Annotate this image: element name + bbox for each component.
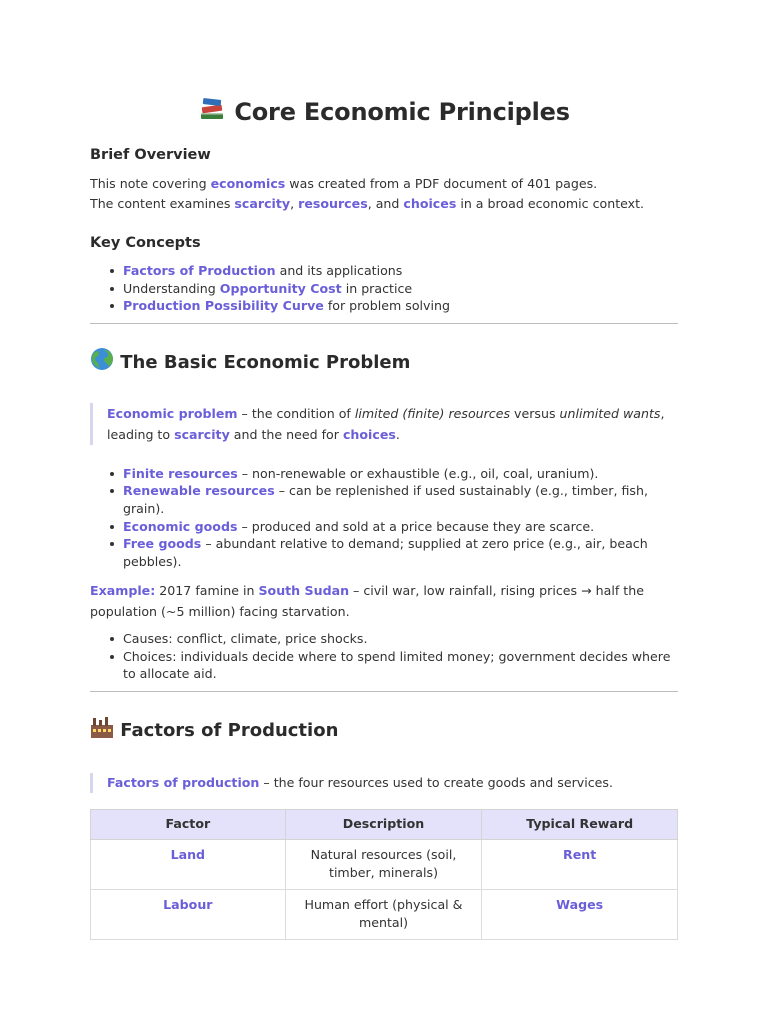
table-cell-description: Human effort (physical & mental) [285, 889, 482, 939]
table-cell-factor: Land [91, 839, 286, 889]
overview-text: This note covering economics was created from a PDF document of 401 pages. The content examines scarcity, resources, and choices in a broad economic context. [90, 176, 645, 212]
key-concepts-heading: Key Concepts [90, 235, 201, 252]
table-cell-description: Natural resources (soil, timber, minerals) [285, 839, 482, 889]
table-cell-factor: Labour [91, 889, 286, 939]
section-heading-basic-problem: The Basic Economic Problem [90, 347, 678, 379]
table-cell-reward: Wages [482, 889, 678, 939]
definition-quote: Economic problem – the condition of limited (finite) resources versus unlimited wants, leading to scarcity and the need for choices. [90, 403, 678, 445]
list-item: Production Possibility Curve for problem solving [108, 297, 678, 315]
list-item: Choices: individuals decide where to spend limited money; government decides where to allocate aid. [108, 648, 678, 683]
example-paragraph: Example: 2017 famine in South Sudan – civil war, low rainfall, rising prices → half the population (~5 million) facing starvation. [90, 583, 644, 620]
column-header: Typical Reward [482, 809, 678, 839]
table-header-row [91, 809, 678, 839]
term-scarcity: scarcity [234, 196, 291, 212]
page-title-text: Core Economic Principles [234, 98, 570, 126]
column-header: Description [285, 809, 482, 839]
section-heading-factors: Factors of Production [90, 715, 678, 747]
list-item: Understanding Opportunity Cost in practice [108, 280, 678, 298]
example-list [90, 630, 678, 683]
factory-icon [90, 715, 114, 747]
list-item: Renewable resources – can be replenished if used sustainably (e.g., timber, fish, grain). [108, 482, 678, 517]
globe-icon [90, 347, 114, 379]
factors-table [90, 809, 678, 940]
divider [90, 323, 678, 324]
list-item: Factors of Production and its applications [108, 262, 678, 280]
term-resources: resources [298, 196, 368, 212]
divider [90, 691, 678, 692]
table-cell-reward: Rent [482, 839, 678, 889]
list-item: Economic goods – produced and sold at a price because they are scarce. [108, 518, 678, 536]
overview-heading: Brief Overview [90, 147, 211, 163]
term-choices: choices [403, 196, 457, 212]
list-item: Free goods – abundant relative to demand; supplied at zero price (e.g., air, beach pebbles). [108, 535, 678, 570]
books-icon [198, 94, 226, 132]
link-economics: economics [210, 176, 286, 192]
page-title [90, 94, 678, 132]
resource-types-list [90, 465, 678, 571]
list-item: Causes: conflict, climate, price shocks. [108, 630, 678, 648]
table-row [91, 839, 678, 889]
table-row [91, 889, 678, 939]
column-header: Factor [91, 809, 286, 839]
key-concepts-list [90, 262, 678, 315]
note-page [0, 94, 768, 940]
list-item: Finite resources – non-renewable or exhaustible (e.g., oil, coal, uranium). [108, 465, 678, 483]
definition-quote: Factors of production – the four resources used to create goods and services. [90, 773, 678, 793]
